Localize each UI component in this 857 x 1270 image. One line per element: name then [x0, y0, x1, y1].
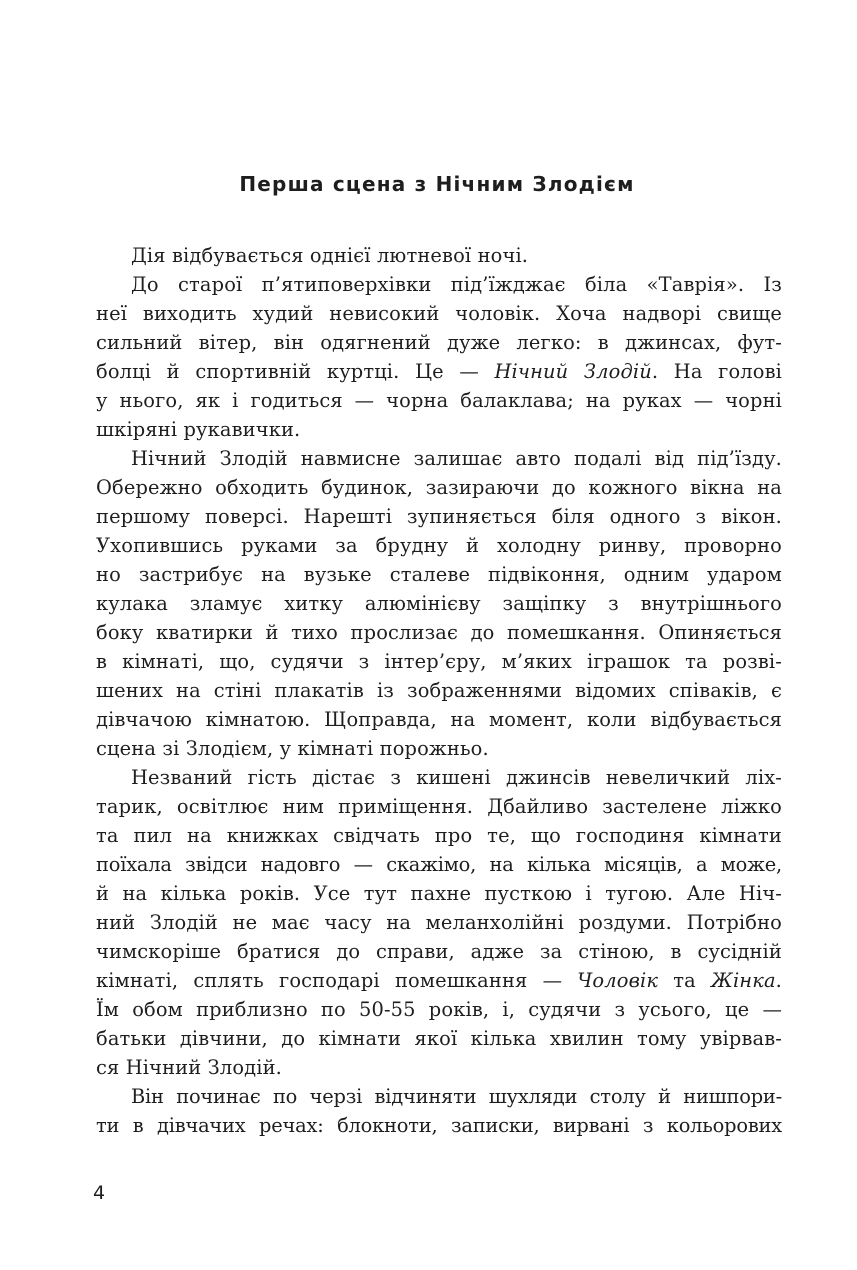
text-line: Дія відбувається однієї лютневої ночі.: [131, 244, 529, 267]
text-line: та пил на книжках свідчать про те, що господиня кімнати: [96, 824, 782, 847]
page-number: 4: [93, 1182, 106, 1204]
text-line: Нічний Злодій навмисне залишає авто подалі від під’їзду.: [131, 447, 782, 470]
text-line: шкіряні рукавички.: [96, 418, 301, 441]
text-line: Незваний гість дістає з кишені джинсів невеличкий ліх-: [131, 766, 782, 789]
text-line: поїхала звідси надовго — скажімо, на кілька місяців, а може,: [96, 853, 782, 876]
text-segment: та: [658, 969, 712, 992]
text-line: першому поверсі. Нарешті зупиняється біля одного з вікон.: [96, 505, 782, 528]
text-segment: болці й спортивній куртці. Це —: [96, 360, 495, 383]
text-line: но застрибує на вузьке сталеве підвіконня, одним ударом: [96, 563, 782, 586]
text-line: тарик, освітлює ним приміщення. Дбайливо застелене ліжко: [96, 795, 782, 818]
paragraph-3: [96, 444, 782, 763]
text-line: [96, 357, 782, 386]
text-line: Їм обом приблизно по 50-55 років, і, судячи з усього, це —: [96, 998, 782, 1021]
text-line: дівчачою кімнатою. Щоправда, на момент, коли відбувається: [96, 708, 782, 731]
body-text: [96, 241, 782, 1140]
text-line: ти в дівчачих речах: блокноти, записки, вирвані з кольорових: [96, 1114, 782, 1137]
paragraph-1: [96, 241, 782, 270]
text-segment: .: [775, 969, 782, 992]
text-line: в кімнаті, що, судячи з інтер’єру, м’яких іграшок та розві-: [96, 650, 782, 673]
text-line: ний Злодій не має часу на меланхолійні роздуми. Потрібно: [96, 911, 782, 934]
text-line: у нього, як і годиться — чорна балаклава; на руках — чорні: [96, 389, 782, 412]
text-line: шених на стіні плакатів із зображеннями відомих співаків, є: [96, 679, 782, 702]
paragraph-4: [96, 763, 782, 1082]
text-line: батьки дівчини, до кімнати якої кілька хвилин тому увірвав-: [96, 1027, 782, 1050]
paragraph-2: [96, 270, 782, 444]
text-segment: . На голові: [651, 360, 783, 383]
text-line: й на кілька років. Усе тут пахне пусткою і тугою. Але Ніч-: [96, 882, 782, 905]
scene-title: Перша сцена з Нічним Злодієм: [239, 172, 635, 196]
text-line: кулака зламує хитку алюмінієву защіпку з внутрішнього: [96, 592, 782, 615]
text-line: неї виходить худий невисокий чоловік. Хоча надворі свище: [96, 302, 782, 325]
text-segment: кімнаті, сплять господарі помешкання —: [96, 969, 578, 992]
character-name-night-thief: Нічний Злодій: [494, 360, 652, 383]
text-line: чимскоріше братися до справи, адже за стіною, в сусідній: [96, 940, 782, 963]
character-name-husband: Чоловік: [577, 969, 659, 992]
paragraph-5: [96, 1082, 782, 1140]
text-line: сильний вітер, він одягнений дуже легко: в джинсах, фут-: [96, 331, 782, 354]
text-line: боку кватирки й тихо прослизає до помешкання. Опиняється: [96, 621, 782, 644]
text-line: Обережно обходить будинок, зазираючи до кожного вікна на: [96, 476, 782, 499]
text-line: Ухопившись руками за брудну й холодну ринву, проворно: [96, 534, 782, 557]
character-name-wife: Жінка: [711, 969, 776, 992]
text-line: Він починає по черзі відчиняти шухляди столу й нишпори-: [131, 1085, 782, 1108]
text-line: ся Нічний Злодій.: [96, 1056, 282, 1079]
text-line: сцена зі Злодієм, у кімнаті порожньо.: [96, 737, 489, 760]
text-line: [96, 966, 782, 995]
text-line: До старої п’ятиповерхівки під’їжджає біла «Таврія». Із: [131, 273, 782, 296]
